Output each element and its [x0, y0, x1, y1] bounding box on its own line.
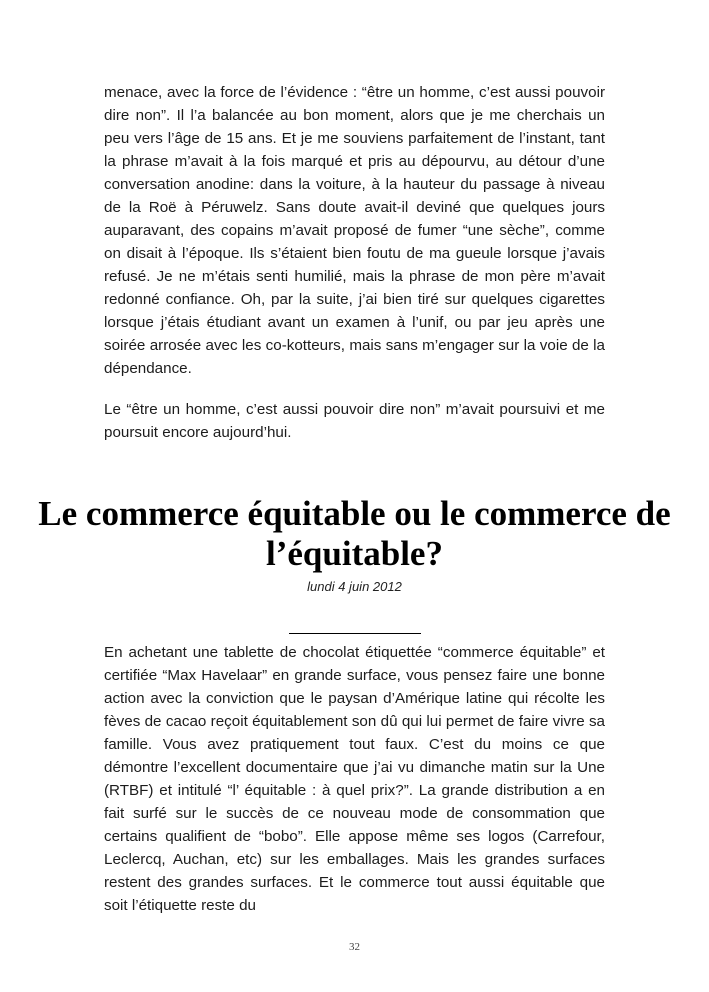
article-date: lundi 4 juin 2012 — [307, 579, 402, 594]
article-title: Le commerce équitable ou le commerce de l’équitable? — [38, 494, 671, 573]
paragraph-1: menace, avec la force de l’évidence : “être un homme, c’est aussi pouvoir dire non”. Il l’a balancée au bon moment, alors que je me cherchais un peu vers l’âge de 15 ans. Et je me souviens parfaitement de l’instant, tant la phrase m’avait à la fois marqué et pris au dépourvu, au détour d’une conversation anodine: dans la voiture, à la hauteur du passage à niveau de la Roë à Péruwelz. Sans doute avait-il deviné que quelques jours auparavant, des copains m’avait proposé de fumer “une sèche”, comme on disait à l’époque. Ils s’étaient bien foutu de ma gueule lorsque j’avais refusé. Je ne m’étais senti humilié, mais la phrase de mon père m’avait redonné confiance. Oh, par la suite, j’ai bien tiré sur quelques cigarettes lorsque j’étais étudiant avant un examen à l’unif, ou par jeu après une soirée arrosée avec les co-kotteurs, mais sans m’engager sur la voie de la dépendance. — [104, 84, 605, 377]
paragraph-2: Le “être un homme, c’est aussi pouvoir dire non” m’avait poursuivi et me poursuit encore aujourd’hui. — [104, 401, 605, 441]
page-number: 32 — [349, 941, 360, 953]
article-body: En achetant une tablette de chocolat étiquettée “commerce équitable” et certifiée “Max Havelaar” en grande surface, vous pensez faire une bonne action avec la conviction que le paysan d’Amérique latine qui récolte les fèves de cacao reçoit équitablement son dû qui lui permet de faire vivre sa famille. Vous avez pratiquement tout faux. C’est du moins ce que démontre l’excellent documentaire que j’ai vu dimanche matin sur la Une (RTBF) et intitulé “l’ équitable : à quel prix?”. La grande distribution a en fait surfé sur le succès de ce nouveau mode de consommation que certains qualifient de “bobo”. Elle appose même ses logos (Carrefour, Leclercq, Auchan, etc) sur les emballages. Mais les grandes surfaces restent des grandes surfaces. Et le commerce tout aussi équitable que soit l’étiquette reste du — [104, 644, 605, 914]
separator-rule — [289, 633, 421, 634]
